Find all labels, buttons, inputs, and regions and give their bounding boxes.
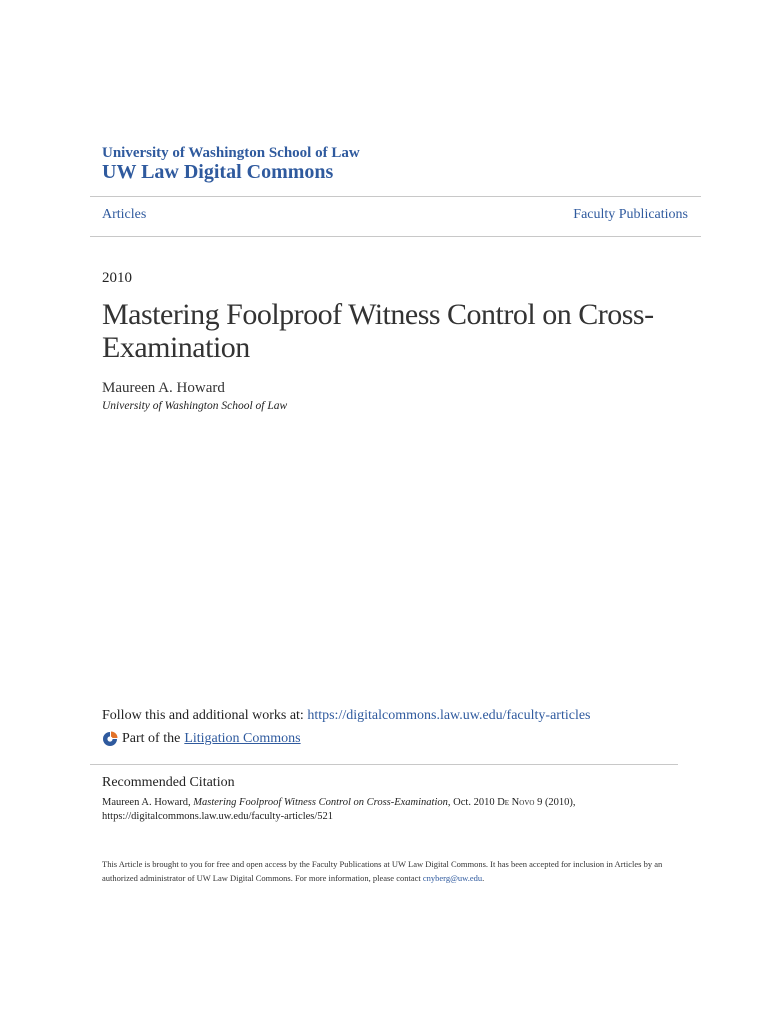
author-affiliation: University of Washington School of Law	[102, 400, 288, 412]
litigation-commons-link[interactable]: Litigation Commons	[184, 731, 301, 746]
notice-text: This Article is brought to you for free and open access by the Faculty Publications at UW Law Digital Commons. It has been accepted for inclusion in Articles by an authorized administrator of UW Law Digital Commons. For more information, please contact	[102, 859, 663, 883]
faculty-publications-link[interactable]: Faculty Publications	[573, 207, 688, 222]
follow-prefix: Follow this and additional works at:	[102, 708, 308, 723]
recommended-citation-heading: Recommended Citation	[102, 775, 235, 790]
header-divider-top	[90, 196, 701, 197]
header-divider-bottom	[90, 236, 701, 237]
bepress-commons-icon	[101, 730, 119, 748]
institution-name: University of Washington School of Law	[102, 145, 360, 161]
articles-link[interactable]: Articles	[102, 207, 147, 222]
notice-end: .	[482, 873, 485, 883]
follow-line	[102, 708, 591, 724]
citation-title: Mastering Foolproof Witness Control on Cross-Examination	[193, 797, 448, 808]
citation-divider	[90, 764, 678, 765]
citation-text	[102, 796, 692, 824]
citation-url[interactable]: https://digitalcommons.law.uw.edu/faculty-articles/521	[102, 811, 334, 822]
part-of-prefix: Part of the	[122, 731, 181, 746]
citation-date: , Oct. 2010	[447, 797, 498, 808]
citation-journal: De Novo	[497, 797, 535, 808]
contact-email-link[interactable]: cnyberg@uw.edu	[422, 873, 483, 883]
repository-name[interactable]: UW Law Digital Commons	[102, 161, 334, 183]
part-of-line	[101, 730, 301, 748]
citation-volume: 9 (2010),	[534, 797, 576, 808]
follow-url-link[interactable]: https://digitalcommons.law.uw.edu/faculty-articles	[307, 708, 591, 723]
publication-year: 2010	[102, 270, 132, 286]
access-notice	[102, 857, 692, 885]
citation-author: Maureen A. Howard,	[102, 797, 194, 808]
article-title: Mastering Foolproof Witness Control on Cross-Examination	[102, 298, 654, 364]
author-name: Maureen A. Howard	[102, 380, 225, 396]
